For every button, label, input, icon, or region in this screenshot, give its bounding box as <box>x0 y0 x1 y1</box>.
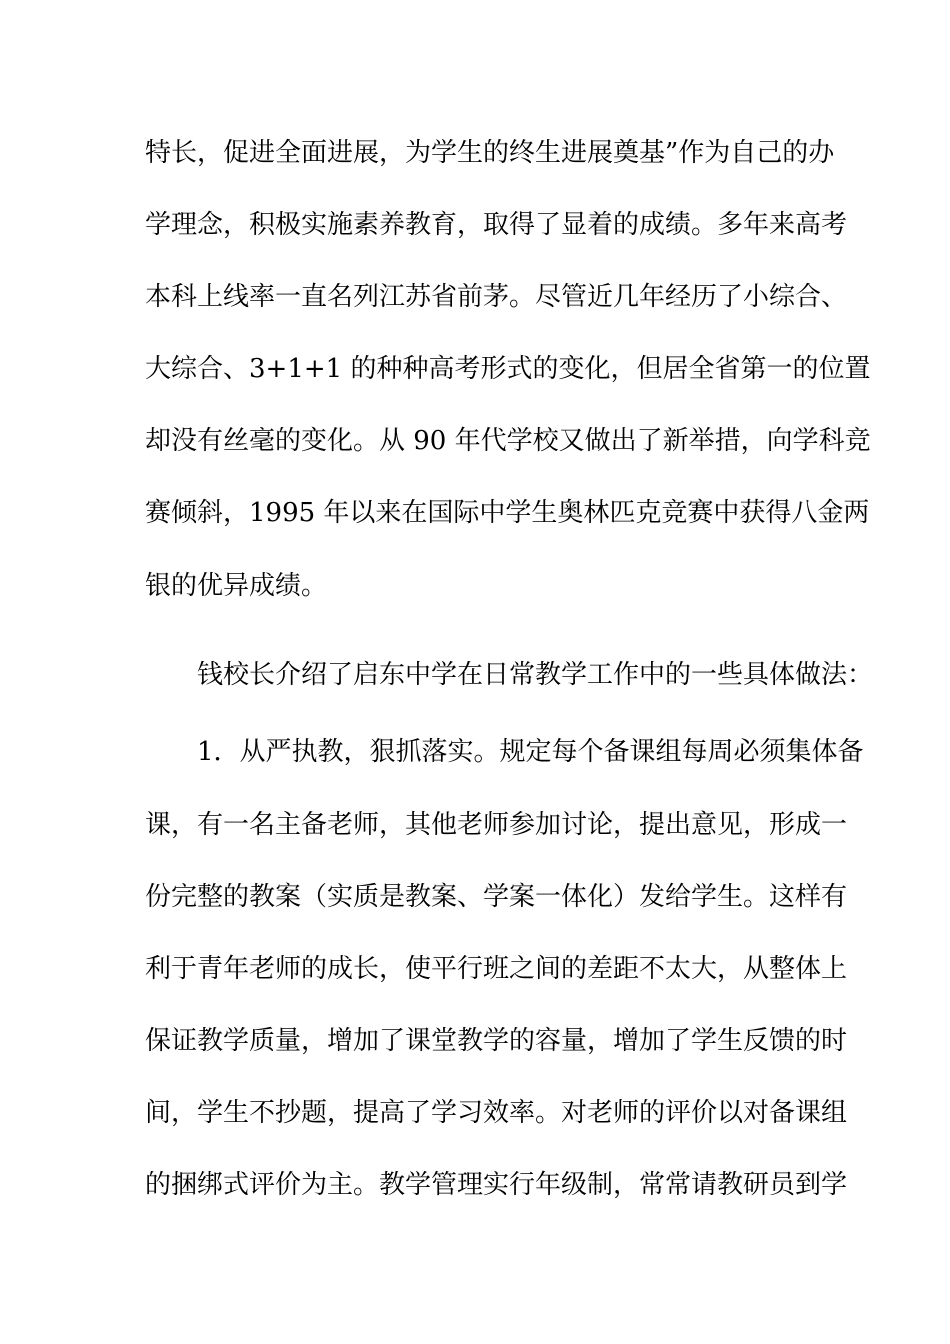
paragraph-line: 利于青年老师的成长，使平行班之间的差距不太大，从整体上 <box>145 954 848 984</box>
paragraph-line: 份完整的教案（实质是教案、学案一体化）发给学生。这样有 <box>145 882 848 912</box>
paragraph-line: 保证教学质量，增加了课堂教学的容量，增加了学生反馈的时 <box>145 1026 848 1056</box>
paragraph-line: 赛倾斜，1995 年以来在国际中学生奥林匹克竞赛中获得八金两 <box>145 498 870 528</box>
paragraph-line: 间，学生不抄题，提高了学习效率。对老师的评价以对备课组 <box>145 1098 848 1128</box>
paragraph-line: 的捆绑式评价为主。教学管理实行年级制，常常请教研员到学 <box>145 1170 848 1200</box>
paragraph-line: 大综合、3+1+1 的种种高考形式的变化，但居全省第一的位置 <box>145 354 871 384</box>
paragraph-line: 学理念，积极实施素养教育，取得了显着的成绩。多年来高考 <box>145 210 848 240</box>
paragraph-line: 钱校长介绍了启东中学在日常教学工作中的一些具体做法： <box>197 660 874 690</box>
paragraph-line: 却没有丝毫的变化。从 90 年代学校又做出了新举措，向学科竞 <box>145 426 871 456</box>
paragraph-line: 1．从严执教，狠抓落实。规定每个备课组每周必须集体备 <box>197 737 864 767</box>
paragraph-line: 课，有一名主备老师，其他老师参加讨论，提出意见，形成一 <box>145 810 848 840</box>
paragraph-line: 特长，促进全面进展，为学生的终生进展奠基”作为自己的办 <box>145 138 835 168</box>
paragraph-line: 本科上线率一直名列江苏省前茅。尽管近几年经历了小综合、 <box>145 282 848 312</box>
paragraph-line: 银的优异成绩。 <box>145 571 328 601</box>
